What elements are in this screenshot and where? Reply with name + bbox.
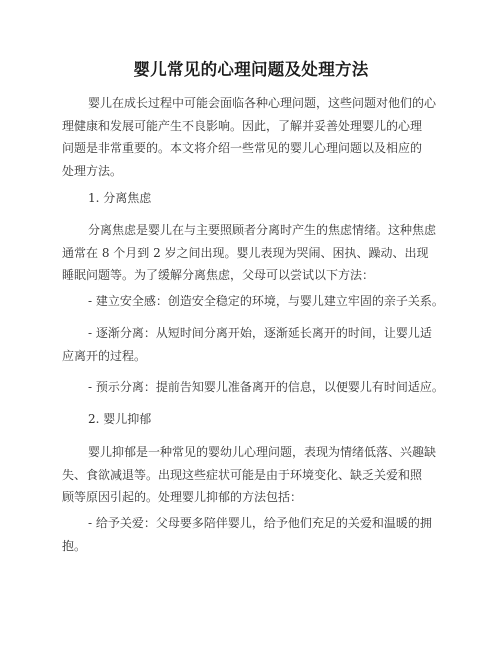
list-item-line: - 建立安全感：创造安全稳定的环境，与婴儿建立牢固的亲子关系。 [88,294,444,308]
paragraph-line: 失、食欲减退等。出现这些症状可能是由于环境变化、缺乏关爱和照 [62,467,423,482]
document-title: 婴儿常见的心理问题及处理方法 [133,60,369,79]
section-heading-text: 1. 分离焦虑 [88,191,152,205]
paragraph-line: 理健康和发展可能产生不良影响。因此，了解并妥善处理婴儿的心理 [62,118,423,133]
list-item-line: - 给予关爱：父母要多陪伴婴儿，给予他们充足的关爱和温暖的拥 [88,516,432,530]
list-item [62,512,442,557]
intro-paragraph [62,92,442,182]
paragraph-line: 婴儿在成长过程中可能会面临各种心理问题，这些问题对他们的心 [88,96,437,110]
list-item [62,322,442,367]
section-heading-2 [62,408,442,431]
paragraph-line: 处理方法。 [62,163,123,178]
section-heading-1 [62,187,442,210]
list-item-line: 应离开的过程。 [62,348,147,363]
list-item [62,376,442,399]
paragraph-line: 睡眠问题等。为了缓解分离焦虑，父母可以尝试以下方法： [62,268,375,282]
paragraph-line: 婴儿抑郁是一种常见的婴幼儿心理问题，表现为情绪低落、兴趣缺 [88,445,437,459]
list-item-line: - 预示分离：提前告知婴儿准备离开的信息，以便婴儿有时间适应。 [88,380,444,394]
section-1-paragraph [62,219,442,287]
section-2-paragraph [62,441,442,509]
section-heading-text: 2. 婴儿抑郁 [88,412,152,426]
list-item [62,290,442,313]
list-item-line: - 逐渐分离：从短时间分离开始，逐渐延长离开的时间，让婴儿适 [88,326,432,340]
paragraph-line: 顾等原因引起的。处理婴儿抑郁的方法包括： [62,490,303,504]
paragraph-line: 分离焦虑是婴儿在与主要照顾者分离时产生的焦虑情绪。这种焦虑 [88,223,437,237]
paragraph-line: 通常在 8 个月到 2 岁之间出现。婴儿表现为哭闹、困执、躁动、出现 [62,245,429,260]
paragraph-line: 问题是非常重要的。本文将介绍一些常见的婴儿心理问题以及相应的 [62,141,423,155]
list-item-line: 抱。 [62,538,87,553]
